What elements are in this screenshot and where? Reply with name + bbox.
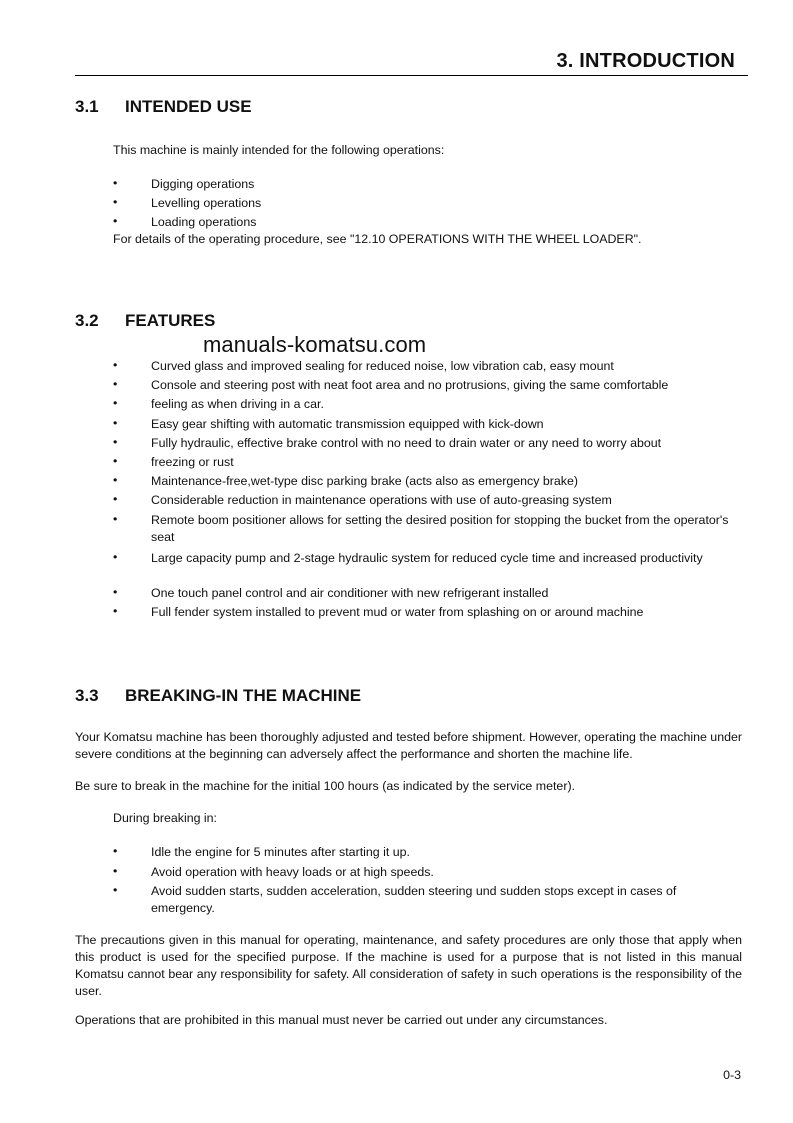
bullet-icon: • [113, 492, 118, 506]
section-number: 3.1 [75, 97, 99, 116]
bullet-icon: • [113, 512, 118, 526]
watermark: manuals-komatsu.com [203, 332, 427, 357]
list-item: Full fender system installed to prevent mud or water from splashing on or around machine [151, 605, 644, 619]
list-item: One touch panel control and air conditioner with new refrigerant installed [151, 586, 549, 600]
bullet-icon: • [113, 214, 118, 228]
section-number: 3.3 [75, 686, 99, 705]
section-title: INTENDED USE [125, 97, 252, 116]
bullet-icon: • [113, 435, 118, 449]
paragraph: The precautions given in this manual for operating, maintenance, and safety procedures are only those that apply when this product is used for the specified purpose. If the machine is used for a purpose that is not listed in this manual Komatsu cannot bear any responsibility for safety. All consideration of safety in such operations is the responsibility of the user. [75, 933, 742, 998]
bullet-icon: • [113, 416, 118, 430]
paragraph: Your Komatsu machine has been thoroughly adjusted and tested before shipment. However, operating the machine under severe conditions at the beginning can adversely affect the performance and shorten the machine life. [75, 730, 742, 761]
list-item: Console and steering post with neat foot area and no protrusions, giving the same comfortable [151, 378, 669, 392]
list-item: Easy gear shifting with automatic transmission equipped with kick-down [151, 417, 544, 431]
list-item: freezing or rust [151, 455, 234, 469]
list-item: Loading operations [151, 215, 257, 229]
bullet-icon: • [113, 454, 118, 468]
section-number: 3.2 [75, 311, 99, 330]
reference-note: For details of the operating procedure, see "12.10 OPERATIONS WITH THE WHEEL LOADER". [113, 232, 642, 246]
bullet-icon: • [113, 377, 118, 391]
bullet-icon: • [113, 585, 118, 599]
section-title: BREAKING-IN THE MACHINE [125, 686, 362, 705]
section-title: FEATURES [125, 311, 216, 330]
list-item: Idle the engine for 5 minutes after starting it up. [151, 845, 410, 859]
bullet-icon: • [113, 550, 118, 564]
chapter-title: 3. INTRODUCTION [556, 50, 735, 72]
paragraph: Operations that are prohibited in this manual must never be carried out under any circumstances. [75, 1013, 608, 1027]
bullet-icon: • [113, 864, 118, 878]
list-item: Avoid sudden starts, sudden acceleration, sudden steering und sudden stops except in cases of emergency. [151, 884, 677, 915]
list-item: Considerable reduction in maintenance operations with use of auto-greasing system [151, 493, 612, 507]
bullet-icon: • [113, 195, 118, 209]
bullet-icon: • [113, 844, 118, 858]
bullet-icon: • [113, 883, 118, 897]
chapter-rule [75, 75, 748, 76]
list-item: Avoid operation with heavy loads or at high speeds. [151, 865, 434, 879]
list-item: Fully hydraulic, effective brake control with no need to drain water or any need to worry about [151, 436, 662, 450]
page-number: 0-3 [723, 1068, 741, 1082]
bullet-icon: • [113, 473, 118, 487]
list-item: feeling as when driving in a car. [151, 397, 324, 411]
bullet-icon: • [113, 396, 118, 410]
bullet-icon: • [113, 358, 118, 372]
list-item: Large capacity pump and 2-stage hydraulic system for reduced cycle time and increased productivity [151, 551, 703, 565]
list-item: Maintenance-free,wet-type disc parking brake (acts also as emergency brake) [151, 474, 578, 488]
during-label: During breaking in: [113, 811, 218, 825]
list-item: Curved glass and improved sealing for reduced noise, low vibration cab, easy mount [151, 359, 614, 373]
bullet-icon: • [113, 176, 118, 190]
intro-text: This machine is mainly intended for the following operations: [113, 143, 445, 157]
bullet-icon: • [113, 604, 118, 618]
paragraph: Be sure to break in the machine for the initial 100 hours (as indicated by the service meter). [75, 779, 576, 793]
list-item: Digging operations [151, 177, 255, 191]
list-item: Remote boom positioner allows for setting the desired position for stopping the bucket from the operator's seat [151, 513, 729, 544]
list-item: Levelling operations [151, 196, 262, 210]
